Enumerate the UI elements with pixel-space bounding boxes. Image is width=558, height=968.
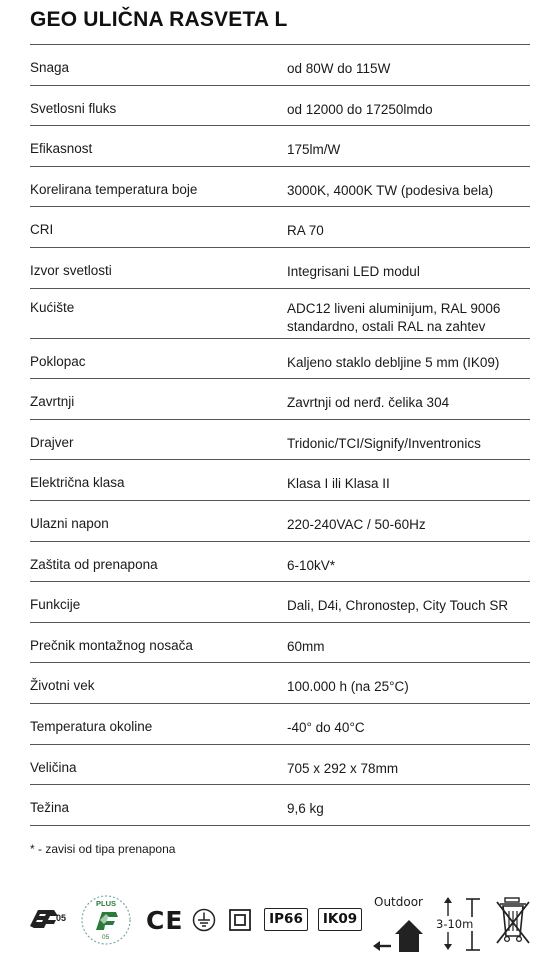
spec-label: Prečnik montažnog nosača bbox=[30, 637, 193, 653]
spec-value-line2: standardno, ostali RAL na zahtev bbox=[287, 318, 486, 334]
class-ii-icon bbox=[229, 909, 251, 931]
spec-value: Zavrtnji od nerđ. čelika 304 bbox=[287, 395, 450, 411]
spec-label: Kućište bbox=[30, 299, 75, 315]
table-row bbox=[30, 542, 530, 583]
spec-label: Svetlosni fluks bbox=[30, 100, 117, 116]
spec-label: Težina bbox=[30, 800, 70, 816]
spec-value bbox=[287, 300, 500, 336]
spec-value: -40° do 40°C bbox=[287, 719, 365, 735]
spec-label: CRI bbox=[30, 222, 54, 238]
outdoor-icon bbox=[371, 894, 429, 954]
plus-seal-number: 05 bbox=[102, 934, 110, 941]
spec-label: Električna klasa bbox=[30, 475, 125, 491]
spec-value: 220-240VAC / 50-60Hz bbox=[287, 516, 426, 532]
footnote: * - zavisi od tipa prenapona bbox=[30, 842, 176, 856]
spec-value: od 12000 do 17250lmdo bbox=[287, 101, 433, 117]
spec-label: Efikasnost bbox=[30, 141, 93, 157]
mount-height-icon bbox=[436, 896, 484, 952]
table-row bbox=[30, 501, 530, 542]
spec-label: Poklopac bbox=[30, 353, 86, 369]
spec-value: Tridonic/TCI/Signify/Inventronics bbox=[287, 435, 481, 451]
ce-mark-text: CE bbox=[146, 906, 184, 935]
ip66-badge: IP66 bbox=[264, 908, 308, 931]
spec-label: Zavrtnji bbox=[30, 394, 75, 410]
spec-label: Izvor svetlosti bbox=[30, 262, 112, 278]
table-row bbox=[30, 86, 530, 127]
table-row bbox=[30, 339, 530, 380]
table-row bbox=[30, 167, 530, 208]
table-row bbox=[30, 126, 530, 167]
certification-icons bbox=[0, 888, 558, 958]
ek-certification-icon bbox=[28, 906, 74, 932]
ek-number: 05 bbox=[56, 913, 67, 923]
spec-value: 3000K, 4000K TW (podesiva bela) bbox=[287, 182, 494, 198]
spec-label: Veličina bbox=[30, 759, 77, 775]
spec-value: RA 70 bbox=[287, 223, 324, 239]
table-row bbox=[30, 289, 530, 339]
spec-label: Snaga bbox=[30, 60, 70, 75]
page-title: GEO ULIČNA RASVETA L bbox=[30, 8, 288, 31]
spec-table bbox=[30, 44, 530, 826]
table-row bbox=[30, 207, 530, 248]
table-row bbox=[30, 248, 530, 289]
spec-value: Dali, D4i, Chronostep, City Touch SR bbox=[287, 598, 509, 614]
table-row bbox=[30, 460, 530, 501]
table-row bbox=[30, 623, 530, 664]
table-row bbox=[30, 663, 530, 704]
ground-symbol-icon bbox=[192, 908, 216, 932]
spec-value: 100.000 h (na 25°C) bbox=[287, 679, 409, 695]
spec-value: 705 x 292 x 78mm bbox=[287, 760, 399, 776]
spec-value: 9,6 kg bbox=[287, 801, 324, 817]
mount-height-label: 3-10m bbox=[436, 917, 474, 931]
spec-label: Korelirana temperatura boje bbox=[30, 181, 198, 197]
ce-mark-icon bbox=[146, 906, 182, 934]
table-row bbox=[30, 785, 530, 826]
plus-seal-label: PLUS bbox=[96, 899, 117, 908]
weee-bin-icon bbox=[494, 896, 532, 948]
spec-label: Funkcije bbox=[30, 597, 81, 613]
outdoor-label: Outdoor bbox=[374, 895, 423, 909]
spec-label: Temperatura okoline bbox=[30, 718, 153, 734]
table-row bbox=[30, 745, 530, 786]
spec-value-line1: ADC12 liveni aluminijum, RAL 9006 bbox=[287, 300, 501, 316]
spec-value: Integrisani LED modul bbox=[287, 263, 420, 279]
table-row bbox=[30, 582, 530, 623]
spec-label: Ulazni napon bbox=[30, 515, 109, 531]
spec-label: Životni vek bbox=[30, 678, 95, 694]
spec-value: 60mm bbox=[287, 638, 325, 654]
ik09-badge: IK09 bbox=[318, 908, 362, 931]
spec-value: Klasa I ili Klasa II bbox=[287, 476, 390, 492]
spec-label: Zaštita od prenapona bbox=[30, 556, 158, 572]
table-row bbox=[30, 420, 530, 461]
table-row bbox=[30, 45, 530, 86]
plus-seal-icon bbox=[80, 894, 132, 946]
table-row bbox=[30, 704, 530, 745]
spec-value: od 80W do 115W bbox=[287, 61, 391, 76]
spec-value: 6-10kV* bbox=[287, 557, 336, 573]
spec-value: 175lm/W bbox=[287, 142, 341, 158]
table-row bbox=[30, 379, 530, 420]
spec-label: Drajver bbox=[30, 434, 74, 450]
spec-value: Kaljeno staklo debljine 5 mm (IK09) bbox=[287, 354, 500, 370]
